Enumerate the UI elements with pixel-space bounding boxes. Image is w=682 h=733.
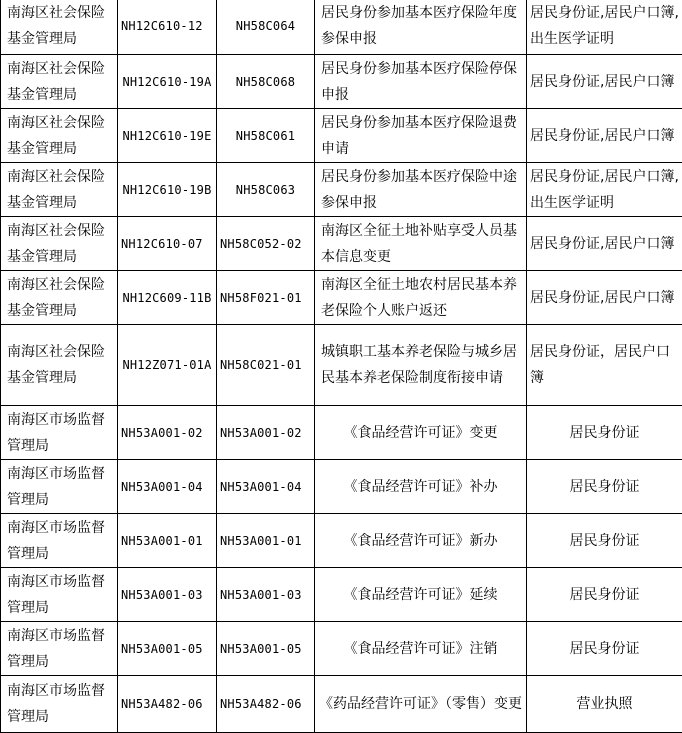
dept-cell: 南海区市场监督管理局 [1, 460, 118, 514]
code2-cell: NH53A001-02 [217, 406, 315, 460]
dept-cell: 南海区市场监督管理局 [1, 568, 118, 622]
req-cell: 居民身份证,居民户口簿,出生医学证明 [527, 0, 682, 55]
code2-cell: NH58C063 [217, 163, 315, 217]
req-cell: 居民身份证,居民户口簿 [527, 217, 682, 271]
code2-cell: NH53A482-06 [217, 676, 315, 733]
table-row [1, 514, 682, 568]
code1-cell: NH12C610-19A [118, 55, 217, 109]
code2-cell: NH58C061 [217, 109, 315, 163]
table-row [1, 406, 682, 460]
item-cell: 居民身份参加基本医疗保险退费申请 [315, 109, 527, 163]
code1-cell: NH12C610-19E [118, 109, 217, 163]
dept-cell: 南海区市场监督管理局 [1, 622, 118, 676]
req-cell: 居民身份证 [527, 514, 682, 568]
item-cell: 居民身份参加基本医疗保险年度参保申报 [315, 0, 527, 55]
code1-cell: NH12Z071-01A [118, 325, 217, 406]
table-row [1, 676, 682, 733]
req-cell: 居民身份证,居民户口簿 [527, 271, 682, 325]
item-cell: 《食品经营许可证》补办 [315, 460, 527, 514]
dept-cell: 南海区社会保险基金管理局 [1, 325, 118, 406]
dept-cell: 南海区社会保险基金管理局 [1, 217, 118, 271]
item-cell: 南海区全征土地农村居民基本养老保险个人账户返还 [315, 271, 527, 325]
req-cell: 居民身份证,居民户口簿 [527, 55, 682, 109]
item-cell: 城镇职工基本养老保险与城乡居民基本养老保险制度衔接申请 [315, 325, 527, 406]
dept-cell: 南海区市场监督管理局 [1, 514, 118, 568]
code2-cell: NH58C064 [217, 0, 315, 55]
req-cell: 居民身份证，居民户口簿 [527, 325, 682, 406]
table-row [1, 163, 682, 217]
item-cell: 南海区全征土地补贴享受人员基本信息变更 [315, 217, 527, 271]
code2-cell: NH58C021-01 [217, 325, 315, 406]
req-cell: 居民身份证,居民户口簿 [527, 109, 682, 163]
table-row [1, 0, 682, 55]
code2-cell: NH58C052-02 [217, 217, 315, 271]
req-cell: 居民身份证 [527, 460, 682, 514]
item-cell: 居民身份参加基本医疗保险中途参保申报 [315, 163, 527, 217]
code1-cell: NH12C609-11B [118, 271, 217, 325]
code1-cell: NH53A482-06 [118, 676, 217, 733]
dept-cell: 南海区社会保险基金管理局 [1, 109, 118, 163]
table-row [1, 109, 682, 163]
table-row [1, 55, 682, 109]
code2-cell: NH53A001-05 [217, 622, 315, 676]
dept-cell: 南海区社会保险基金管理局 [1, 0, 118, 55]
code1-cell: NH53A001-04 [118, 460, 217, 514]
dept-cell: 南海区社会保险基金管理局 [1, 163, 118, 217]
item-cell: 《食品经营许可证》新办 [315, 514, 527, 568]
item-cell: 《药品经营许可证》（零售）变更 [315, 676, 527, 733]
table-row [1, 622, 682, 676]
table-row [1, 460, 682, 514]
item-cell: 居民身份参加基本医疗保险停保申报 [315, 55, 527, 109]
table-row [1, 271, 682, 325]
code1-cell: NH53A001-02 [118, 406, 217, 460]
dept-cell: 南海区社会保险基金管理局 [1, 271, 118, 325]
req-cell: 居民身份证,居民户口簿,出生医学证明 [527, 163, 682, 217]
item-cell: 《食品经营许可证》注销 [315, 622, 527, 676]
req-cell: 居民身份证 [527, 568, 682, 622]
table-row [1, 568, 682, 622]
code2-cell: NH53A001-04 [217, 460, 315, 514]
item-cell: 《食品经营许可证》延续 [315, 568, 527, 622]
table-row [1, 325, 682, 406]
code2-cell: NH58C068 [217, 55, 315, 109]
req-cell: 营业执照 [527, 676, 682, 733]
code1-cell: NH53A001-01 [118, 514, 217, 568]
code2-cell: NH58F021-01 [217, 271, 315, 325]
table-row [1, 217, 682, 271]
req-cell: 居民身份证 [527, 622, 682, 676]
code1-cell: NH53A001-05 [118, 622, 217, 676]
code1-cell: NH53A001-03 [118, 568, 217, 622]
req-cell: 居民身份证 [527, 406, 682, 460]
code1-cell: NH12C610-19B [118, 163, 217, 217]
item-cell: 《食品经营许可证》变更 [315, 406, 527, 460]
dept-cell: 南海区市场监督管理局 [1, 406, 118, 460]
code2-cell: NH53A001-03 [217, 568, 315, 622]
code1-cell: NH12C610-07 [118, 217, 217, 271]
dept-cell: 南海区市场监督管理局 [1, 676, 118, 733]
code2-cell: NH53A001-01 [217, 514, 315, 568]
dept-cell: 南海区社会保险基金管理局 [1, 55, 118, 109]
code1-cell: NH12C610-12 [118, 0, 217, 55]
